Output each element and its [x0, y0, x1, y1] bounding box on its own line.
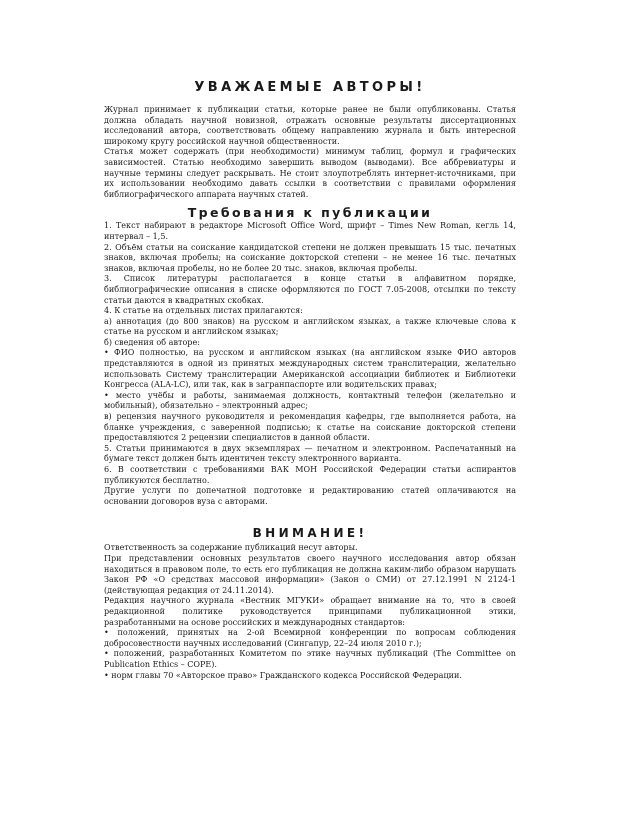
attention-item: • норм главы 70 «Авторское право» Гражданского кодекса Российской Федерации.	[104, 670, 462, 680]
requirement-item: • ФИО полностью, на русском и английском языках (на английском языке ФИО авторов представляются в одной из принятых международных систем транслитерации, желательно использовать Систему транслитерации Американской ассоциации библиотек и Библиотеки Конгресса (ALA-LC), или так, как в загранпаспорте или водительских правах;	[104, 348, 516, 390]
attention-item: • положений, разработанных Комитетом по этике научных публикаций (The Committee on Publication Ethics – COPE).	[104, 649, 516, 669]
authors-paragraph: Журнал принимает к публикации статьи, которые ранее не были опубликованы. Статья должна обладать научной новизной, отражать основные результаты диссертационных исследований автора, соответствовать общему направлению журнала и быть интересной широкому кругу российской научной общественности.	[104, 105, 516, 146]
requirement-item: 6. В соответствии с требованиями ВАК МОН Российской Федерации статьи аспирантов публикуются бесплатно.	[104, 465, 516, 485]
requirement-item: 1. Текст набирают в редакторе Microsoft Office Word, шрифт – Times New Roman, кегль 14, интервал – 1,5.	[104, 221, 516, 241]
attention-heading: ВНИМАНИЕ!	[252, 526, 368, 541]
document-page	[104, 80, 516, 681]
requirements-heading: Требования к публикации	[187, 205, 433, 221]
authors-heading: УВАЖАЕМЫЕ АВТОРЫ!	[194, 80, 426, 95]
requirement-item: • место учёбы и работы, занимаемая должность, контактный телефон (желательно и мобильный), обязательно – электронный адрес;	[104, 390, 516, 411]
requirement-item: 5. Статьи принимаются в двух экземплярах — печатном и электронном. Распечатанный на бумаге текст должен быть идентичен тексту электронного варианта.	[104, 443, 516, 464]
requirement-item: 2. Объём статьи на соискание кандидатской степени не должен превышать 15 тыс. печатных знаков, включая пробелы; на соискание докторской степени – не менее 16 тыс. печатных знаков, включая пробелы, но не более 20 тыс. знаков, включая пробелы.	[104, 242, 516, 273]
requirement-item: Другие услуги по допечатной подготовке и редактированию статей оплачиваются на основании договоров вуза с авторами.	[104, 486, 516, 506]
requirement-item: б) сведения об авторе:	[104, 337, 200, 347]
attention-item: Редакция научного журнала «Вестник МГУКИ» обращает внимание на то, что в своей редакционной политике руководствуется принципами публикационной этики, разработанными на основе российских и международных стандартов:	[104, 596, 516, 627]
attention-item: • положений, принятых на 2-ой Всемирной конференции по вопросам соблюдения добросовестности научных исследований (Сингапур, 22–24 июля 2010 г.);	[104, 628, 516, 648]
requirement-item: 3. Список литературы располагается в конце статьи в алфавитном порядке, библиографические описания в списке оформляются по ГОСТ 7.05-2008, отсылки по тексту статьи даются в квадратных скобках.	[104, 274, 516, 305]
attention-item: При представлении основных результатов своего научного исследования автор обязан находиться в правовом поле, то есть его публикация не должна каким-либо образом нарушать Закон РФ «О средствах массовой информации» (Закон о СМИ) от 27.12.1991 N 2124-1 (действующая редакция от 24.11.2014).	[104, 553, 516, 595]
requirement-item: 4. К статье на отдельных листах прилагаются:	[104, 306, 303, 316]
attention-item: Ответственность за содержание публикаций несут авторы.	[104, 543, 358, 553]
authors-paragraph: Статья может содержать (при необходимости) минимум таблиц, формул и графических зависимостей. Статью необходимо завершить выводом (выводами). Все аббревиатуры и научные термины следует раскрывать. Не стоит злоупотреблять интернет-источниками, при их использовании необходимо давать ссылки в соответствии с правилами оформления библиографического аппарата научных статей.	[104, 147, 516, 199]
requirement-item: а) аннотация (до 800 знаков) на русском и английском языках, а также ключевые слова к статье на русском и английском языках;	[104, 316, 516, 337]
requirement-item: в) рецензия научного руководителя и рекомендация кафедры, где выполняется работа, на бланке учреждения, с заверенной подписью; к статье на соискание докторской степени предоставляются 2 рецензии специалистов в данной области.	[104, 412, 516, 443]
